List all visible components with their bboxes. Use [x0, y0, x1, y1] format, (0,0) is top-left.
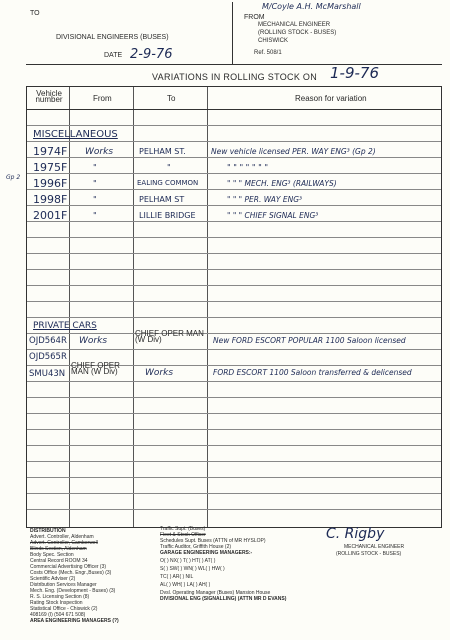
to-label: TO [30, 10, 40, 17]
distribution-item: S( ) SW( ) WN( ) WL( ) HW( ) [160, 566, 225, 572]
column-header-reason: Reason for variation [295, 94, 367, 103]
row-rule [27, 205, 441, 206]
row-rule [27, 445, 441, 446]
to-value: " [167, 163, 171, 172]
row-rule [27, 381, 441, 382]
distribution-item: Commercial Advertising Officer (3) [30, 564, 107, 570]
row-rule [27, 285, 441, 286]
to-value: LILLIE BRIDGE [139, 211, 196, 220]
column-header-to: To [167, 94, 176, 103]
row-rule [27, 413, 441, 414]
to-box [26, 2, 233, 65]
row-rule [27, 333, 441, 334]
reason-value: " " " MECH. ENG³ (RAILWAYS) [227, 179, 337, 188]
row-rule [27, 477, 441, 478]
from-value: Works [79, 336, 108, 346]
reason-value: FORD ESCORT 1100 Saloon transferred & delicensed [213, 368, 412, 377]
from-value: Works [85, 147, 114, 157]
row-rule [27, 349, 441, 350]
from-value: CHIEF OPER MAN (W Div) [71, 361, 120, 376]
distribution-item: Body Spec. Section [30, 552, 74, 558]
row-rule [27, 301, 441, 302]
distribution-item: 408169 (I) (504 671 508) [30, 612, 86, 618]
from-value: " [93, 211, 97, 220]
from-label: FROM [244, 14, 265, 21]
to-addressee: DIVISIONAL ENGINEERS (BUSES) [56, 34, 169, 41]
distribution-item: Central Record ROOM 34 [30, 558, 88, 564]
vehicle-number: 1975F [33, 161, 68, 174]
row-rule [27, 125, 441, 126]
distribution-block [26, 526, 440, 638]
column-header-from: From [93, 94, 112, 103]
section-heading: PRIVATE CARS [33, 321, 97, 331]
reason-value: " " " PER. WAY ENG³ [227, 195, 303, 204]
title-date: 1-9-76 [330, 64, 379, 82]
row-rule [27, 269, 441, 270]
reason-value: " " " CHIEF SIGNAL ENG³ [227, 211, 319, 220]
from-value: " [93, 163, 97, 172]
row-rule [27, 157, 441, 158]
date-label: DATE [104, 52, 123, 59]
signoff-line1: MECHANICAL ENGINEER [344, 544, 405, 550]
reason-value: New vehicle licensed PER. WAY ENG³ (Gp 2) [211, 147, 376, 156]
distribution-item: Rating Stock Inspection [30, 600, 83, 606]
from-line3: CHISWICK [258, 38, 288, 44]
distribution-item: Schedules Supt. Buses (ATTN of MR HYSLOP) [160, 538, 266, 544]
reference: Ref. 508/1 [254, 50, 282, 56]
signature: C. Rigby [326, 526, 385, 542]
distribution-right-list [160, 526, 340, 602]
row-rule [27, 253, 441, 254]
distribution-item: Distribution Services Manager [30, 582, 97, 588]
distribution-item: Fleet & Stock Officer [160, 532, 206, 538]
row-rule [27, 237, 441, 238]
row-rule [27, 189, 441, 190]
distribution-item: GARAGE ENGINEERING MANAGERS:- [160, 550, 253, 556]
from-value: " [93, 195, 97, 204]
signoff-line2: (ROLLING STOCK - BUSES) [336, 551, 402, 557]
to-value: Works [145, 368, 174, 378]
row-rule [27, 429, 441, 430]
from-line1: MECHANICAL ENGINEER [258, 22, 331, 28]
distribution-item: R. S. Licensing Section (8) [30, 594, 90, 600]
header-divider [27, 109, 441, 110]
from-value: " [93, 179, 97, 188]
to-value: PELHAM ST [139, 195, 185, 204]
section-heading: MISCELLANEOUS [33, 129, 118, 140]
row-rule [27, 317, 441, 318]
from-box [232, 2, 442, 65]
vehicle-number: 1998F [33, 193, 68, 206]
reason-value: New FORD ESCORT POPULAR 1100 Saloon licensed [213, 336, 406, 345]
distribution-item: AL( ) WH( ) LA( ) AH( ) [160, 582, 211, 588]
row-rule [27, 461, 441, 462]
row-rule [27, 221, 441, 222]
page-title: VARIATIONS IN ROLLING STOCK ON [152, 72, 318, 82]
row-rule [27, 493, 441, 494]
row-rule [27, 509, 441, 510]
margin-note: Gp 2 [6, 174, 21, 181]
distribution-heading: DISTRIBUTION [30, 528, 66, 534]
distribution-item: DIVISIONAL ENG (SIGNALLING) (ATTN MR D EVANS) [160, 596, 287, 602]
vehicle-number: 2001F [33, 209, 68, 222]
from-top-scrawl: M/Coyle A.H. McMarshall [262, 2, 361, 11]
distribution-left-list [30, 534, 180, 624]
distribution-item: Traffic Supt. (Buses) [160, 526, 206, 532]
vehicle-number: SMU43N [29, 369, 66, 379]
distribution-item: Costs Office (Mech. Engr.,Buses) (3) [30, 570, 112, 576]
from-line2: (ROLLING STOCK - BUSES) [258, 30, 337, 36]
vehicle-number: OJD564R [29, 336, 67, 346]
distribution-item: TC( ) AR( ) NIL [160, 574, 194, 580]
row-rule [27, 141, 441, 142]
distribution-item: Traffic Auditor, Griffith House (2) [160, 544, 232, 550]
to-value: PELHAM ST. [139, 147, 186, 156]
row-rule [27, 173, 441, 174]
distribution-item: Advert. Controller, Camberwell [30, 540, 98, 546]
to-value: CHIEF OPER MAN (W Div) [135, 329, 204, 344]
distribution-item: Advert. Controller, Aldenham [30, 534, 94, 540]
distribution-item: Mech. Eng. (Development - Buses) (3) [30, 588, 116, 594]
distribution-item: Blinds Section, Aldenham [30, 546, 87, 552]
distribution-item: O( ) NX( ) T( ) HT( ) AT( ) [160, 558, 216, 564]
distribution-item: Statistical Office - Chiswick (2) [30, 606, 98, 612]
distribution-item: Dvsl. Operating Manager (Buses) Mansion House [160, 590, 271, 596]
row-rule [27, 397, 441, 398]
date-value: 2-9-76 [130, 47, 173, 62]
distribution-item: AREA ENGINEERING MANAGERS (?) [30, 618, 119, 624]
column-header-vehicle: Vehicle number [35, 89, 63, 104]
vehicle-number: 1996F [33, 177, 68, 190]
to-value: EALING COMMON [137, 179, 199, 187]
vehicle-number: OJD565R [29, 352, 67, 362]
vehicle-number: 1974F [33, 145, 68, 158]
variations-table [26, 86, 442, 528]
reason-value: " " " " " " " [227, 163, 269, 172]
distribution-item: Scientific Adviser (2) [30, 576, 76, 582]
